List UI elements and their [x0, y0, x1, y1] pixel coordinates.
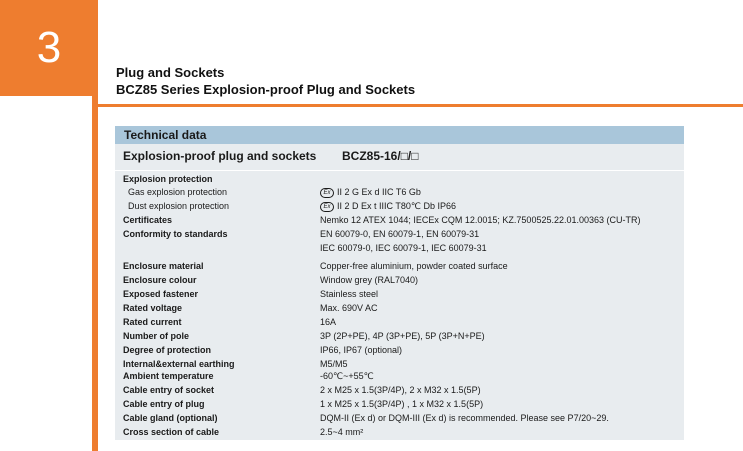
spec-label: Conformity to standards: [123, 229, 228, 239]
spec-row: [115, 287, 684, 301]
spec-label: Exposed fastener: [123, 289, 199, 299]
spec-value-wrap: [320, 186, 421, 198]
spec-row: [115, 259, 684, 273]
divider: [115, 170, 684, 171]
technical-data-title: Technical data: [124, 128, 207, 142]
spec-value: II 2 D Ex t IIIC T80℃ Db IP66: [337, 201, 456, 211]
spec-label: Rated voltage: [123, 303, 183, 313]
spec-row: [115, 301, 684, 315]
spec-label: Certificates: [123, 215, 173, 225]
spec-value: Stainless steel: [320, 289, 379, 299]
spec-row: [115, 343, 684, 357]
spec-row: [115, 411, 684, 425]
spec-value: DQM-II (Ex d) or DQM-III (Ex d) is recommended. Please see P7/20~29.: [320, 413, 609, 423]
spec-label: Cable entry of plug: [123, 399, 205, 409]
technical-data-header: [115, 126, 684, 144]
spec-value: Window grey (RAL7040): [320, 275, 419, 285]
ex-mark-icon: [320, 188, 334, 198]
spec-value: 1 x M25 x 1.5(3P/4P) , 1 x M32 x 1.5(5P): [320, 399, 484, 409]
spec-value: 3P (2P+PE), 4P (3P+PE), 5P (3P+N+PE): [320, 331, 485, 341]
spec-label: Gas explosion protection: [128, 187, 228, 197]
spec-value: Copper-free aluminium, powder coated surface: [320, 261, 508, 271]
spec-label: Explosion protection: [123, 174, 213, 184]
spec-value: 2 x M25 x 1.5(3P/4P), 2 x M32 x 1.5(5P): [320, 385, 481, 395]
spec-row: [115, 369, 684, 383]
spec-value: Max. 690V AC: [320, 303, 378, 313]
spec-value: -60℃~+55℃: [320, 371, 374, 381]
product-name: Explosion-proof plug and sockets: [123, 149, 317, 163]
spec-value-wrap: [320, 200, 456, 212]
spec-value: Nemko 12 ATEX 1044; IECEx CQM 12.0015; KZ.7500525.22.01.00363 (CU-TR): [320, 215, 641, 225]
spec-row: [115, 329, 684, 343]
spec-value: 2.5~4 mm²: [320, 427, 364, 437]
spec-label: Enclosure material: [123, 261, 204, 271]
spec-row: [115, 397, 684, 411]
title-line-2: BCZ85 Series Explosion-proof Plug and Sockets: [116, 82, 416, 97]
spec-row: [115, 241, 684, 255]
spec-label: Internal&external earthing: [123, 359, 235, 369]
spec-row: [115, 383, 684, 397]
spec-value: EN 60079-0, EN 60079-1, EN 60079-31: [320, 229, 480, 239]
spec-value: IEC 60079-0, IEC 60079-1, IEC 60079-31: [320, 243, 487, 253]
spec-row: [115, 227, 684, 241]
spec-value: 16A: [320, 317, 337, 327]
spec-row: [115, 213, 684, 227]
spec-row: [115, 425, 684, 439]
product-row: [115, 144, 684, 170]
spec-label: Dust explosion protection: [128, 201, 230, 211]
spec-label: Cross section of cable: [123, 427, 220, 437]
page-title: [116, 64, 415, 98]
spec-label: Degree of protection: [123, 345, 212, 355]
spec-value: II 2 G Ex d IIC T6 Gb: [337, 187, 421, 197]
spec-row: [115, 199, 684, 213]
spec-label: Enclosure colour: [123, 275, 197, 285]
side-rule: [92, 96, 98, 451]
spec-row: [115, 185, 684, 199]
spec-value: IP66, IP67 (optional): [320, 345, 403, 355]
spec-label: Cable entry of socket: [123, 385, 215, 395]
product-code: BCZ85-16/□/□: [342, 149, 419, 163]
spec-label: Ambient temperature: [123, 371, 214, 381]
chapter-number: 3: [0, 0, 98, 96]
header-rule: [98, 104, 743, 107]
spec-row: [115, 273, 684, 287]
spec-row: [115, 315, 684, 329]
spec-value: M5/M5: [320, 359, 348, 369]
spec-row: [115, 172, 684, 186]
ex-mark-icon: [320, 202, 334, 212]
spec-label: Cable gland (optional): [123, 413, 218, 423]
spec-label: Rated current: [123, 317, 182, 327]
spec-label: Number of pole: [123, 331, 190, 341]
technical-data-panel: [115, 126, 684, 440]
title-line-1: Plug and Sockets: [116, 65, 225, 80]
